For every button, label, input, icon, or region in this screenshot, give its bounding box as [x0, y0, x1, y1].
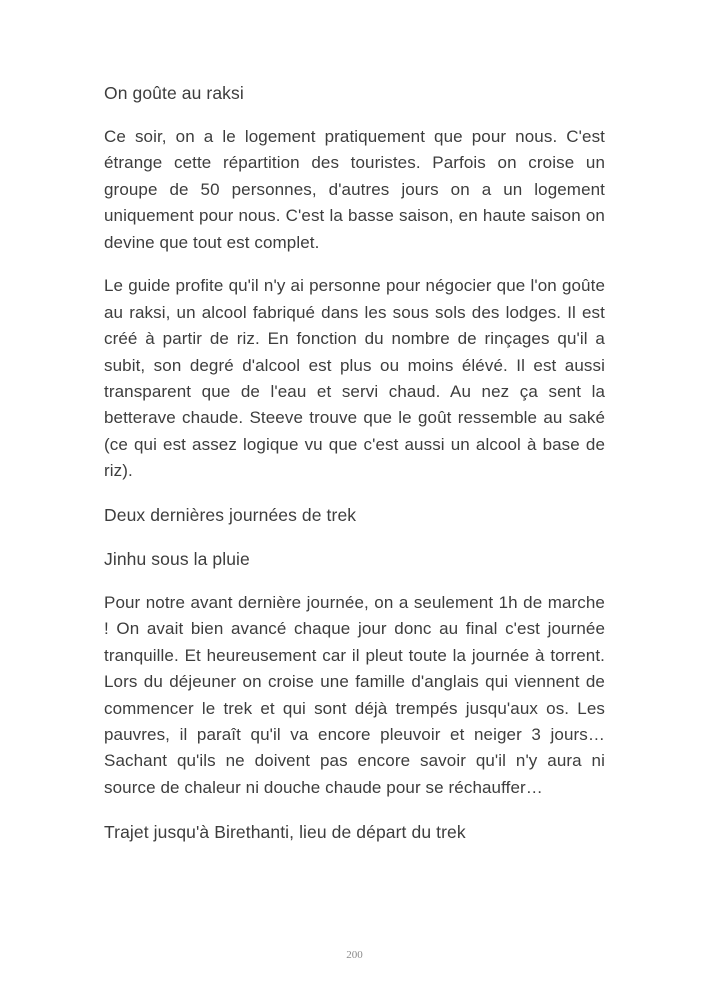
section-heading-jinhu: Jinhu sous la pluie — [104, 549, 250, 570]
body-paragraph: Pour notre avant dernière journée, on a seulement 1h de marche ! On avait bien avancé chaque jour donc au final c'est journée tranquille. Et heureusement car il pleut toute la journée à torrent. Lors du déjeuner on croise une famille d'anglais qui viennent de commencer le trek et qui sont déjà trempés jusqu'aux os. Les pauvres, il paraît qu'il va encore pleuvoir et neiger 3 jours… Sachant qu'ils ne doivent pas encore savoir qu'il n'y aura ni source de chaleur ni douche chaude pour se réchauffer… — [104, 593, 605, 797]
body-paragraph: Ce soir, on a le logement pratiquement que pour nous. C'est étrange cette répartition des touristes. Parfois on croise un groupe de 50 personnes, d'autres jours on a un logement uniquement pour nous. C'est la basse saison, en haute saison on devine que tout est complet. — [104, 126, 605, 252]
body-paragraph: Le guide profite qu'il n'y ai personne pour négocier que l'on goûte au raksi, un alcool fabriqué dans les sous sols des lodges. Il est créé à partir de riz. En fonction du nombre de rinçages qu'il a subit, son degré d'alcool est plus ou moins élévé. Il est aussi transparent que de l'eau et servi chaud. Au nez ça sent la betterave chaude. Steeve trouve que le goût ressemble au saké (ce qui est assez logique vu que c'est aussi un alcool à base de riz). — [104, 276, 605, 481]
section-heading-trajet-birethanti: Trajet jusqu'à Birethanti, lieu de départ du trek — [104, 821, 466, 842]
section-heading-raksi: On goûte au raksi — [104, 83, 244, 103]
section-heading-deux-dernieres-journees: Deux dernières journées de trek — [104, 505, 357, 526]
page-number: 200 — [346, 949, 363, 961]
